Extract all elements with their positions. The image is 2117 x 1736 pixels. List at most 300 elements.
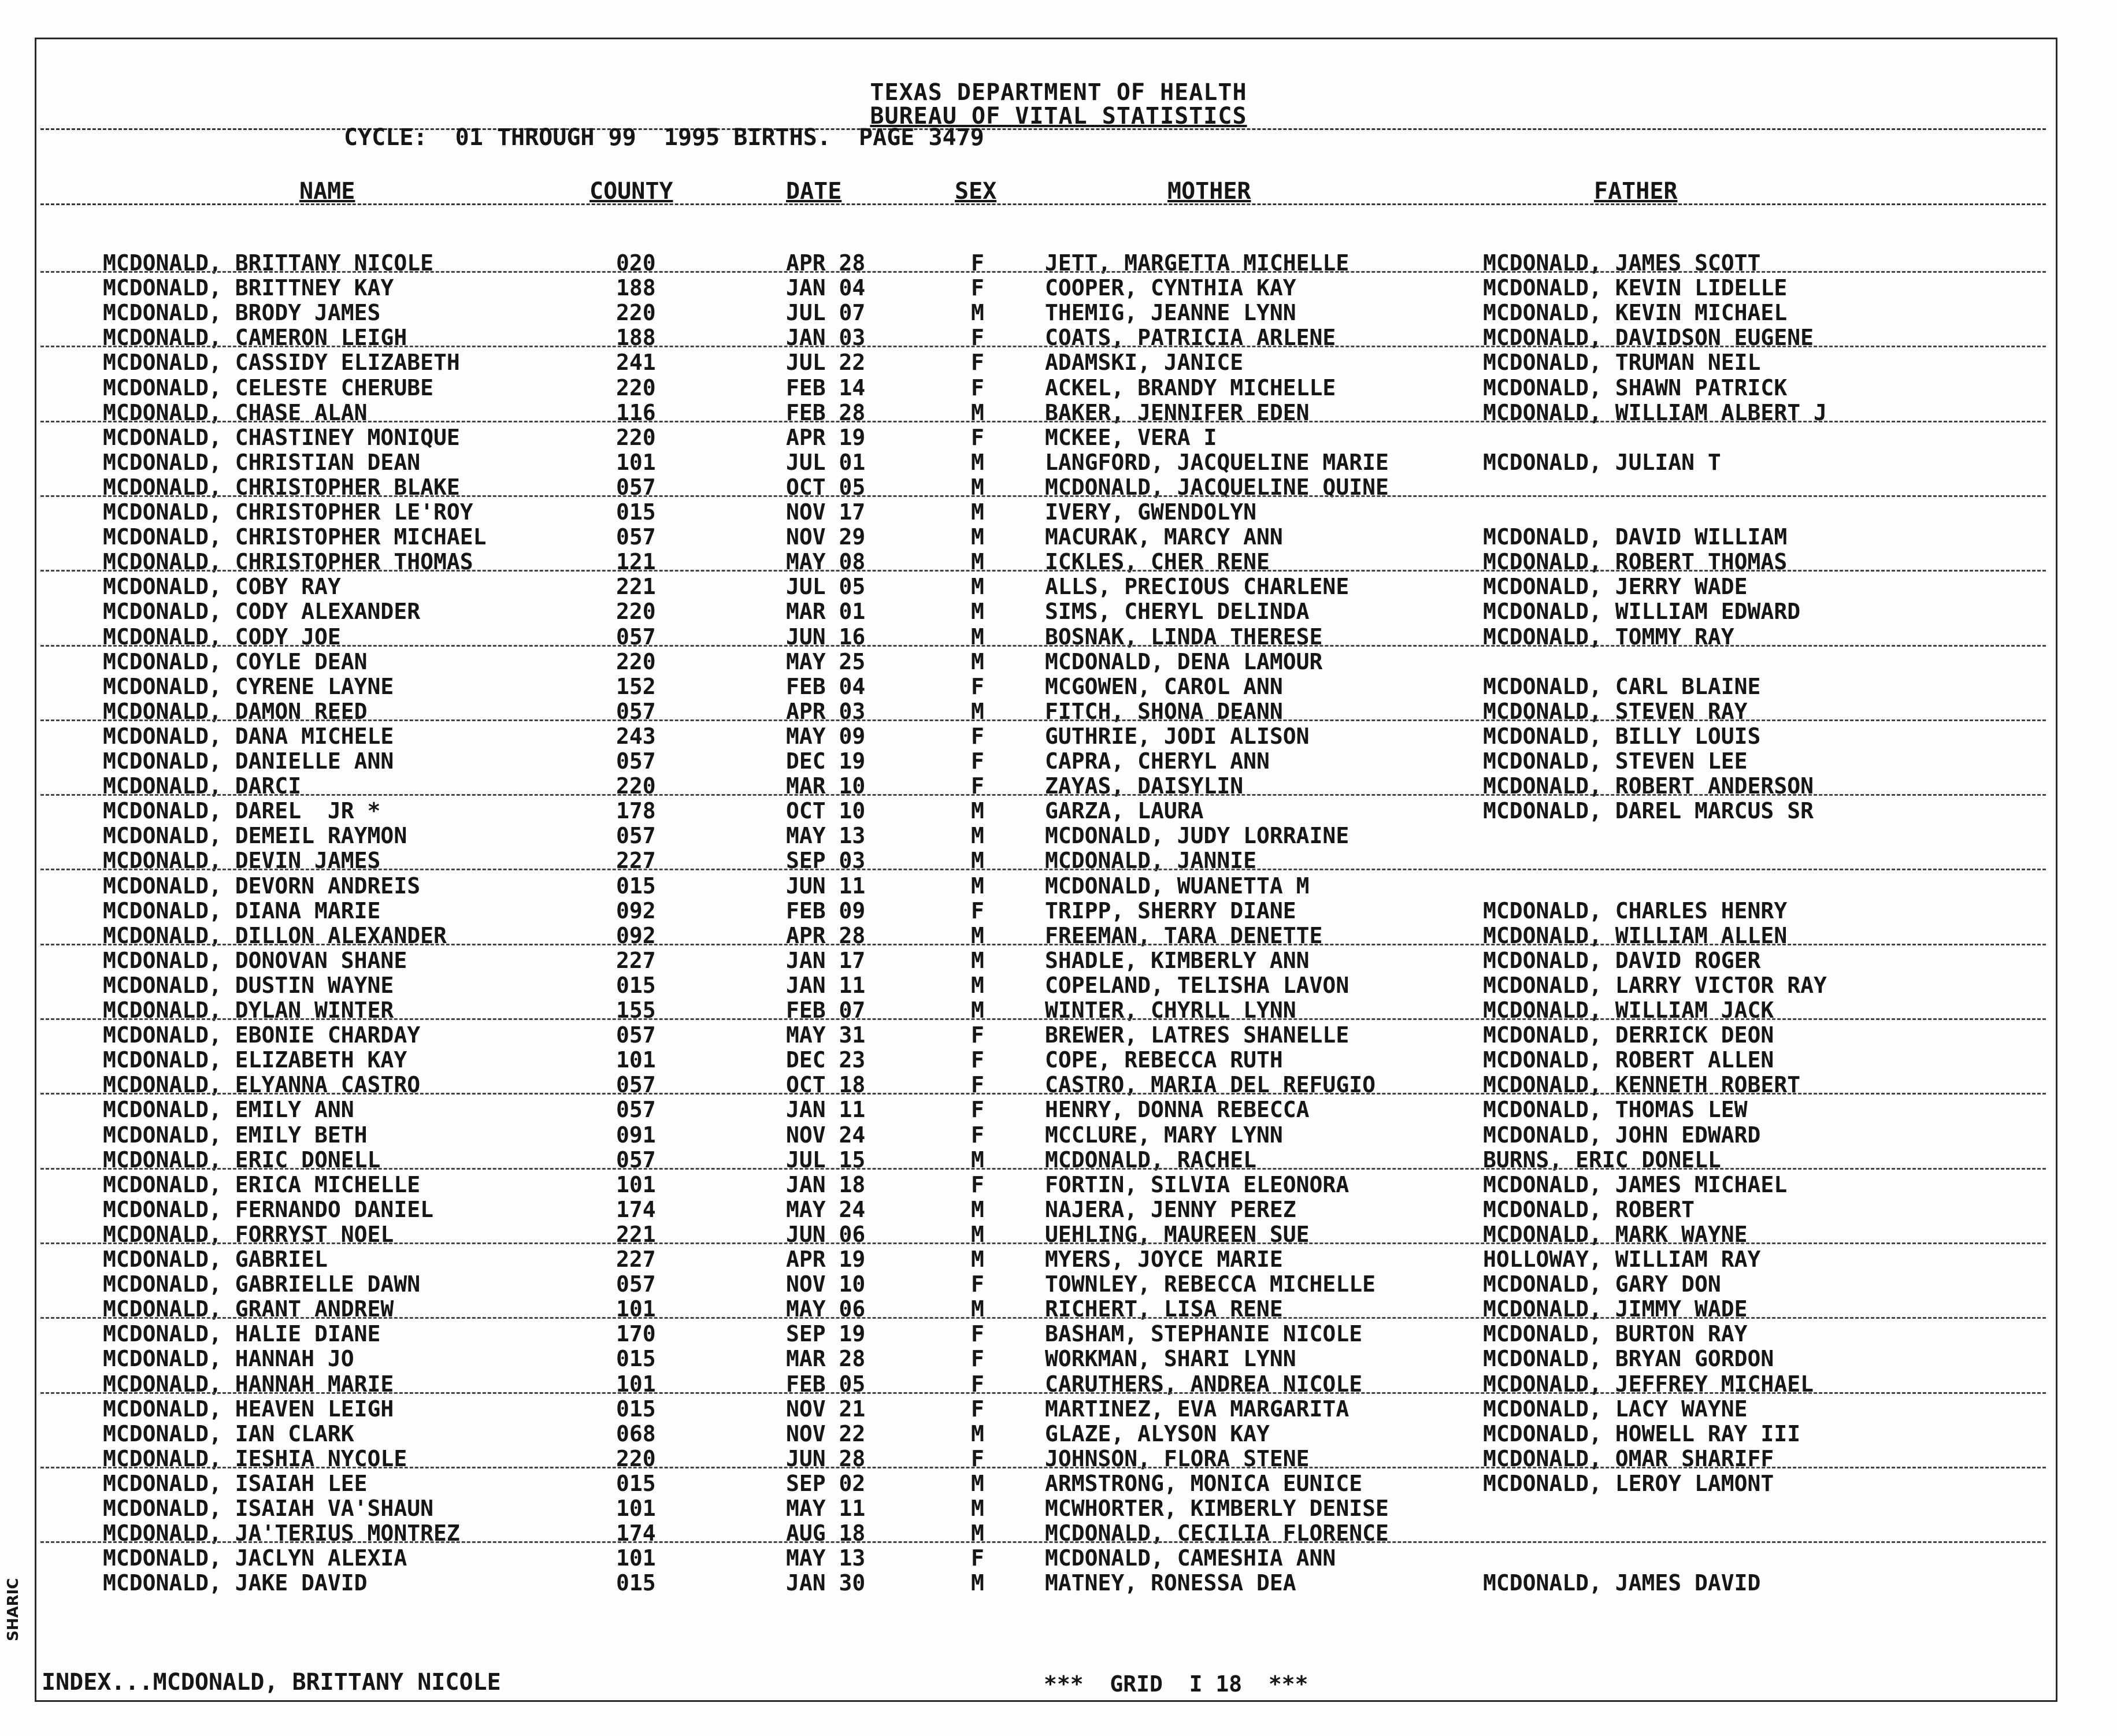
cell-date: JUN 11	[786, 873, 866, 899]
cell-county: 091	[616, 1122, 656, 1148]
cell-county: 015	[616, 873, 656, 899]
cell-name: MCDONALD, EMILY BETH	[103, 1122, 368, 1148]
cell-mother: ACKEL, BRANDY MICHELLE	[1045, 374, 1336, 400]
table-row	[0, 749, 2117, 774]
table-row	[0, 376, 2117, 400]
table-row	[0, 574, 2117, 599]
cell-sex: M	[971, 947, 984, 973]
cell-mother: NAJERA, JENNY PEREZ	[1045, 1196, 1296, 1222]
table-row	[0, 1222, 2117, 1247]
cell-county: 170	[616, 1321, 656, 1347]
cell-name: MCDONALD, DANA MICHELE	[103, 723, 394, 749]
cell-mother: WORKMAN, SHARI LYNN	[1045, 1346, 1296, 1372]
cell-date: JUN 16	[786, 624, 866, 650]
cell-father: MCDONALD, JEFFREY MICHAEL	[1483, 1371, 1814, 1397]
cell-father: MCDONALD, DAVID ROGER	[1483, 947, 1761, 973]
cell-father: MCDONALD, WILLIAM EDWARD	[1483, 599, 1801, 625]
cell-date: FEB 28	[786, 399, 866, 425]
table-row	[0, 948, 2117, 973]
cell-name: MCDONALD, CASSIDY ELIZABETH	[103, 350, 460, 376]
cell-date: JUL 15	[786, 1147, 866, 1173]
cell-sex: M	[971, 499, 984, 525]
footer-grid: *** GRID I 18 ***	[1044, 1671, 1308, 1697]
cell-father: MCDONALD, DERRICK DEON	[1483, 1022, 1774, 1048]
cell-county: 221	[616, 1221, 656, 1247]
cell-mother: HENRY, DONNA REBECCA	[1045, 1097, 1310, 1123]
cell-father: MCDONALD, CARL BLAINE	[1483, 673, 1761, 699]
cell-county: 015	[616, 1570, 656, 1596]
cell-county: 057	[616, 698, 656, 724]
cell-name: MCDONALD, DEMEIL RAYMON	[103, 823, 407, 849]
cell-name: MCDONALD, CHRISTOPHER THOMAS	[103, 549, 473, 575]
cell-name: MCDONALD, ERICA MICHELLE	[103, 1171, 421, 1197]
header-department: TEXAS DEPARTMENT OF HEALTH	[870, 79, 1247, 106]
cell-date: NOV 29	[786, 524, 866, 550]
cell-name: MCDONALD, CHRISTIAN DEAN	[103, 449, 421, 475]
table-row	[0, 276, 2117, 301]
cell-date: JUL 07	[786, 300, 866, 326]
table-row	[0, 425, 2117, 450]
cell-date: MAY 06	[786, 1296, 866, 1322]
cell-name: MCDONALD, BRITTNEY KAY	[103, 275, 394, 301]
cell-county: 220	[616, 424, 656, 450]
cell-mother: MATNEY, RONESSA DEA	[1045, 1570, 1296, 1596]
cell-date: SEP 02	[786, 1470, 866, 1496]
cell-county: 174	[616, 1520, 656, 1546]
cell-father: MCDONALD, BRYAN GORDON	[1483, 1346, 1774, 1372]
cell-sex: F	[971, 1171, 984, 1197]
cell-mother: MCDONALD, JACQUELINE QUINE	[1045, 474, 1389, 500]
cell-mother: MCDONALD, RACHEL	[1045, 1147, 1257, 1173]
cell-name: MCDONALD, ISAIAH LEE	[103, 1470, 368, 1496]
cell-sex: M	[971, 1196, 984, 1222]
cell-name: MCDONALD, DANIELLE ANN	[103, 748, 394, 774]
table-row	[0, 1272, 2117, 1297]
cell-county: 015	[616, 1346, 656, 1372]
cell-county: 101	[616, 1171, 656, 1197]
cell-county: 020	[616, 250, 656, 276]
cell-date: MAY 08	[786, 549, 866, 575]
cell-date: MAR 01	[786, 599, 866, 625]
cell-county: 057	[616, 748, 656, 774]
cell-sex: F	[971, 1122, 984, 1148]
cell-sex: M	[971, 574, 984, 600]
cell-name: MCDONALD, EBONIE CHARDAY	[103, 1022, 421, 1048]
cell-sex: F	[971, 897, 984, 923]
cell-county: 101	[616, 449, 656, 475]
cell-date: JAN 03	[786, 325, 866, 351]
cell-sex: M	[971, 972, 984, 998]
cell-sex: F	[971, 1445, 984, 1471]
cell-name: MCDONALD, GABRIELLE DAWN	[103, 1271, 421, 1297]
table-row	[0, 1048, 2117, 1073]
cell-mother: CASTRO, MARIA DEL REFUGIO	[1045, 1072, 1376, 1098]
cell-mother: ALLS, PRECIOUS CHARLENE	[1045, 574, 1349, 600]
cell-father: MCDONALD, WILLIAM ALBERT J	[1483, 399, 1827, 425]
table-row	[0, 1097, 2117, 1122]
cell-county: 220	[616, 648, 656, 674]
cell-sex: M	[971, 1147, 984, 1173]
cell-sex: F	[971, 250, 984, 276]
cell-name: MCDONALD, DYLAN WINTER	[103, 997, 394, 1023]
table-row	[0, 899, 2117, 923]
table-row	[0, 1197, 2117, 1222]
cell-name: MCDONALD, CAMERON LEIGH	[103, 325, 407, 351]
cell-father: MCDONALD, LEROY LAMONT	[1483, 1470, 1774, 1496]
cell-sex: F	[971, 374, 984, 400]
cell-name: MCDONALD, CYRENE LAYNE	[103, 673, 394, 699]
cell-father: BURNS, ERIC DONELL	[1483, 1147, 1721, 1173]
cell-date: OCT 18	[786, 1072, 866, 1098]
cell-name: MCDONALD, IESHIA NYCOLE	[103, 1445, 407, 1471]
cell-date: NOV 17	[786, 499, 866, 525]
table-row	[0, 500, 2117, 525]
cell-name: MCDONALD, CHRISTOPHER BLAKE	[103, 474, 460, 500]
cell-date: APR 28	[786, 922, 866, 948]
cell-sex: F	[971, 1022, 984, 1048]
cell-county: 188	[616, 325, 656, 351]
cell-mother: ICKLES, CHER RENE	[1045, 549, 1270, 575]
cell-county: 101	[616, 1545, 656, 1571]
cell-county: 155	[616, 997, 656, 1023]
cell-county: 241	[616, 350, 656, 376]
table-row	[0, 799, 2117, 824]
cell-date: JUL 01	[786, 449, 866, 475]
table-row	[0, 1521, 2117, 1546]
cell-name: MCDONALD, JA'TERIUS MONTREZ	[103, 1520, 460, 1546]
cell-county: 101	[616, 1047, 656, 1073]
cell-sex: M	[971, 848, 984, 874]
table-row	[0, 848, 2117, 873]
cell-sex: F	[971, 1047, 984, 1073]
table-row	[0, 1023, 2117, 1048]
table-row	[0, 251, 2117, 276]
table-row	[0, 1173, 2117, 1197]
cell-mother: MARTINEZ, EVA MARGARITA	[1045, 1396, 1349, 1422]
cell-name: MCDONALD, DEVIN JAMES	[103, 848, 381, 874]
cell-mother: BREWER, LATRES SHANELLE	[1045, 1022, 1349, 1048]
cell-name: MCDONALD, CHRISTOPHER LE'ROY	[103, 499, 473, 525]
cell-name: MCDONALD, CODY ALEXANDER	[103, 599, 421, 625]
cell-sex: M	[971, 798, 984, 824]
cell-date: SEP 19	[786, 1321, 866, 1347]
cell-father: MCDONALD, JERRY WADE	[1483, 574, 1748, 600]
cell-father: MCDONALD, SHAWN PATRICK	[1483, 374, 1788, 400]
table-row	[0, 1446, 2117, 1471]
cell-county: 015	[616, 1470, 656, 1496]
cell-county: 092	[616, 897, 656, 923]
cell-mother: BAKER, JENNIFER EDEN	[1045, 399, 1310, 425]
table-row	[0, 650, 2117, 674]
cell-county: 057	[616, 524, 656, 550]
cell-date: NOV 21	[786, 1396, 866, 1422]
column-header-mother: MOTHER	[1167, 178, 1251, 205]
cell-date: FEB 09	[786, 897, 866, 923]
cell-county: 015	[616, 499, 656, 525]
cell-date: APR 03	[786, 698, 866, 724]
table-row	[0, 1496, 2117, 1521]
cell-mother: ZAYAS, DAISYLIN	[1045, 773, 1244, 799]
column-header-county: COUNTY	[590, 178, 673, 205]
cell-date: MAR 28	[786, 1346, 866, 1372]
table-row	[0, 325, 2117, 350]
cell-father: MCDONALD, WILLIAM JACK	[1483, 997, 1774, 1023]
cell-mother: MCDONALD, WUANETTA M	[1045, 873, 1310, 899]
cell-county: 188	[616, 275, 656, 301]
cell-sex: M	[971, 1420, 984, 1446]
cell-mother: GUTHRIE, JODI ALISON	[1045, 723, 1310, 749]
cell-name: MCDONALD, DUSTIN WAYNE	[103, 972, 394, 998]
cell-county: 101	[616, 1371, 656, 1397]
cell-name: MCDONALD, HANNAH JO	[103, 1346, 354, 1372]
cell-sex: M	[971, 624, 984, 650]
cell-name: MCDONALD, CELESTE CHERUBE	[103, 374, 433, 400]
cell-name: MCDONALD, FERNANDO DANIEL	[103, 1196, 433, 1222]
table-row	[0, 774, 2117, 799]
cell-county: 121	[616, 549, 656, 575]
cell-mother: MCDONALD, CAMESHIA ANN	[1045, 1545, 1336, 1571]
column-header-father: FATHER	[1594, 178, 1678, 205]
cell-county: 227	[616, 947, 656, 973]
cell-county: 243	[616, 723, 656, 749]
cell-county: 221	[616, 574, 656, 600]
cell-mother: GLAZE, ALYSON KAY	[1045, 1420, 1270, 1446]
cell-father: MCDONALD, MARK WAYNE	[1483, 1221, 1748, 1247]
cell-date: AUG 18	[786, 1520, 866, 1546]
cell-date: JAN 17	[786, 947, 866, 973]
cell-county: 220	[616, 300, 656, 326]
cell-sex: F	[971, 350, 984, 376]
cell-date: JUN 06	[786, 1221, 866, 1247]
table-row	[0, 1346, 2117, 1371]
table-row	[0, 1422, 2117, 1446]
cell-father: MCDONALD, LACY WAYNE	[1483, 1396, 1748, 1422]
cell-date: MAY 09	[786, 723, 866, 749]
cell-father: MCDONALD, OMAR SHARIFF	[1483, 1445, 1774, 1471]
cell-name: MCDONALD, DEVORN ANDREIS	[103, 873, 421, 899]
cell-county: 057	[616, 1271, 656, 1297]
cell-father: MCDONALD, BURTON RAY	[1483, 1321, 1748, 1347]
cell-sex: F	[971, 773, 984, 799]
cell-sex: F	[971, 723, 984, 749]
cell-father: MCDONALD, JAMES SCOTT	[1483, 250, 1761, 276]
cell-name: MCDONALD, EMILY ANN	[103, 1097, 354, 1123]
cell-date: SEP 03	[786, 848, 866, 874]
cell-mother: MCWHORTER, KIMBERLY DENISE	[1045, 1496, 1389, 1521]
cell-date: NOV 24	[786, 1122, 866, 1148]
cell-date: JUN 28	[786, 1445, 866, 1471]
cell-name: MCDONALD, DAREL JR *	[103, 798, 381, 824]
cell-father: MCDONALD, STEVEN LEE	[1483, 748, 1748, 774]
cell-mother: MACURAK, MARCY ANN	[1045, 524, 1283, 550]
cell-mother: MCGOWEN, CAROL ANN	[1045, 673, 1283, 699]
cell-mother: GARZA, LAURA	[1045, 798, 1204, 824]
cell-mother: MCDONALD, CECILIA FLORENCE	[1045, 1520, 1389, 1546]
cell-date: JAN 04	[786, 275, 866, 301]
cell-mother: TOWNLEY, REBECCA MICHELLE	[1045, 1271, 1376, 1297]
cell-county: 152	[616, 673, 656, 699]
cell-date: APR 19	[786, 424, 866, 450]
cell-name: MCDONALD, DARCI	[103, 773, 302, 799]
cell-name: MCDONALD, GABRIEL	[103, 1247, 328, 1272]
cell-name: MCDONALD, DONOVAN SHANE	[103, 947, 407, 973]
table-row	[0, 824, 2117, 848]
table-row	[0, 1546, 2117, 1571]
cell-sex: M	[971, 648, 984, 674]
cell-date: OCT 05	[786, 474, 866, 500]
cell-father: MCDONALD, CHARLES HENRY	[1483, 897, 1788, 923]
cell-county: 220	[616, 1445, 656, 1471]
cell-name: MCDONALD, CHASTINEY MONIQUE	[103, 424, 460, 450]
table-row	[0, 1073, 2117, 1097]
cell-sex: M	[971, 1247, 984, 1272]
cell-father: MCDONALD, LARRY VICTOR RAY	[1483, 972, 1827, 998]
table-row	[0, 674, 2117, 699]
cell-father: MCDONALD, JAMES MICHAEL	[1483, 1171, 1788, 1197]
cell-date: FEB 04	[786, 673, 866, 699]
cell-county: 057	[616, 474, 656, 500]
cell-date: JAN 30	[786, 1570, 866, 1596]
cell-county: 092	[616, 922, 656, 948]
cell-name: MCDONALD, FORRYST NOEL	[103, 1221, 394, 1247]
cell-sex: F	[971, 1346, 984, 1372]
cell-name: MCDONALD, DILLON ALEXANDER	[103, 922, 447, 948]
header-rule	[40, 128, 2046, 130]
cell-sex: M	[971, 873, 984, 899]
cell-county: 220	[616, 773, 656, 799]
cell-sex: M	[971, 524, 984, 550]
cell-name: MCDONALD, DIANA MARIE	[103, 897, 381, 923]
cell-county: 220	[616, 374, 656, 400]
table-row	[0, 1322, 2117, 1346]
cell-father: MCDONALD, JIMMY WADE	[1483, 1296, 1748, 1322]
cell-sex: F	[971, 1321, 984, 1347]
cell-father: MCDONALD, DAVID WILLIAM	[1483, 524, 1788, 550]
cell-sex: F	[971, 1371, 984, 1397]
table-row	[0, 525, 2117, 550]
cell-mother: COPELAND, TELISHA LAVON	[1045, 972, 1349, 998]
cell-mother: COOPER, CYNTHIA KAY	[1045, 275, 1296, 301]
table-row	[0, 400, 2117, 425]
cell-mother: ARMSTRONG, MONICA EUNICE	[1045, 1470, 1363, 1496]
cell-sex: F	[971, 275, 984, 301]
cell-father: MCDONALD, ROBERT	[1483, 1196, 1695, 1222]
cell-county: 057	[616, 1097, 656, 1123]
cell-sex: M	[971, 823, 984, 849]
cell-mother: SIMS, CHERYL DELINDA	[1045, 599, 1310, 625]
cell-name: MCDONALD, HALIE DIANE	[103, 1321, 381, 1347]
cell-name: MCDONALD, ISAIAH VA'SHAUN	[103, 1496, 433, 1521]
cell-father: MCDONALD, KEVIN MICHAEL	[1483, 300, 1788, 326]
cell-father: MCDONALD, JAMES DAVID	[1483, 1570, 1761, 1596]
cell-father: MCDONALD, DAVIDSON EUGENE	[1483, 325, 1814, 351]
cell-mother: RICHERT, LISA RENE	[1045, 1296, 1283, 1322]
cell-sex: F	[971, 424, 984, 450]
cell-mother: BOSNAK, LINDA THERESE	[1045, 624, 1323, 650]
cell-father: MCDONALD, JULIAN T	[1483, 449, 1721, 475]
cell-mother: MCKEE, VERA I	[1045, 424, 1217, 450]
cell-sex: F	[971, 1396, 984, 1422]
cell-sex: F	[971, 673, 984, 699]
cell-name: MCDONALD, CHASE ALAN	[103, 399, 368, 425]
cell-sex: M	[971, 549, 984, 575]
cell-sex: M	[971, 474, 984, 500]
cell-county: 227	[616, 1247, 656, 1272]
cell-county: 057	[616, 1072, 656, 1098]
cell-mother: WINTER, CHYRLL LYNN	[1045, 997, 1296, 1023]
cell-father: MCDONALD, STEVEN RAY	[1483, 698, 1748, 724]
cell-date: APR 28	[786, 250, 866, 276]
cell-father: MCDONALD, HOWELL RAY III	[1483, 1420, 1801, 1446]
cell-county: 057	[616, 1022, 656, 1048]
cell-county: 101	[616, 1296, 656, 1322]
cell-mother: MCCLURE, MARY LYNN	[1045, 1122, 1283, 1148]
cell-sex: F	[971, 1271, 984, 1297]
cell-county: 178	[616, 798, 656, 824]
cell-name: MCDONALD, HANNAH MARIE	[103, 1371, 394, 1397]
cell-mother: FORTIN, SILVIA ELEONORA	[1045, 1171, 1349, 1197]
cell-mother: SHADLE, KIMBERLY ANN	[1045, 947, 1310, 973]
table-row	[0, 450, 2117, 475]
cell-mother: COPE, REBECCA RUTH	[1045, 1047, 1283, 1073]
table-row	[0, 874, 2117, 899]
cell-mother: FITCH, SHONA DEANN	[1045, 698, 1283, 724]
table-row	[0, 923, 2117, 948]
cell-sex: F	[971, 1545, 984, 1571]
cell-sex: M	[971, 1221, 984, 1247]
cell-father: HOLLOWAY, WILLIAM RAY	[1483, 1247, 1761, 1272]
cell-name: MCDONALD, DAMON REED	[103, 698, 368, 724]
cell-name: MCDONALD, IAN CLARK	[103, 1420, 354, 1446]
cell-mother: MCDONALD, JUDY LORRAINE	[1045, 823, 1349, 849]
cell-mother: MCDONALD, JANNIE	[1045, 848, 1257, 874]
cell-father: MCDONALD, THOMAS LEW	[1483, 1097, 1748, 1123]
cell-county: 174	[616, 1196, 656, 1222]
cell-sex: F	[971, 325, 984, 351]
cell-date: MAY 25	[786, 648, 866, 674]
cell-date: DEC 19	[786, 748, 866, 774]
cell-name: MCDONALD, HEAVEN LEIGH	[103, 1396, 394, 1422]
cell-county: 057	[616, 823, 656, 849]
cell-name: MCDONALD, BRITTANY NICOLE	[103, 250, 433, 276]
cell-date: JAN 11	[786, 972, 866, 998]
cell-date: JAN 18	[786, 1171, 866, 1197]
cell-date: MAR 10	[786, 773, 866, 799]
cell-father: MCDONALD, ROBERT THOMAS	[1483, 549, 1788, 575]
cell-name: MCDONALD, ELIZABETH KAY	[103, 1047, 407, 1073]
cell-father: MCDONALD, KEVIN LIDELLE	[1483, 275, 1788, 301]
cell-mother: ADAMSKI, JANICE	[1045, 350, 1244, 376]
cell-date: APR 19	[786, 1247, 866, 1272]
table-row	[0, 1297, 2117, 1322]
cell-mother: LANGFORD, JACQUELINE MARIE	[1045, 449, 1389, 475]
table-row	[0, 550, 2117, 574]
cell-mother: UEHLING, MAUREEN SUE	[1045, 1221, 1310, 1247]
cycle-info: CYCLE: 01 THROUGH 99 1995 BIRTHS. PAGE 3479	[344, 124, 984, 151]
cell-sex: M	[971, 1520, 984, 1546]
cell-county: 057	[616, 624, 656, 650]
table-row	[0, 301, 2117, 325]
cell-sex: M	[971, 1470, 984, 1496]
cell-mother: CARUTHERS, ANDREA NICOLE	[1045, 1371, 1363, 1397]
cell-father: MCDONALD, BILLY LOUIS	[1483, 723, 1761, 749]
cell-mother: IVERY, GWENDOLYN	[1045, 499, 1257, 525]
cell-date: MAY 13	[786, 1545, 866, 1571]
cell-father: MCDONALD, TRUMAN NEIL	[1483, 350, 1761, 376]
table-row	[0, 1148, 2117, 1173]
cell-sex: F	[971, 1072, 984, 1098]
cell-sex: M	[971, 922, 984, 948]
